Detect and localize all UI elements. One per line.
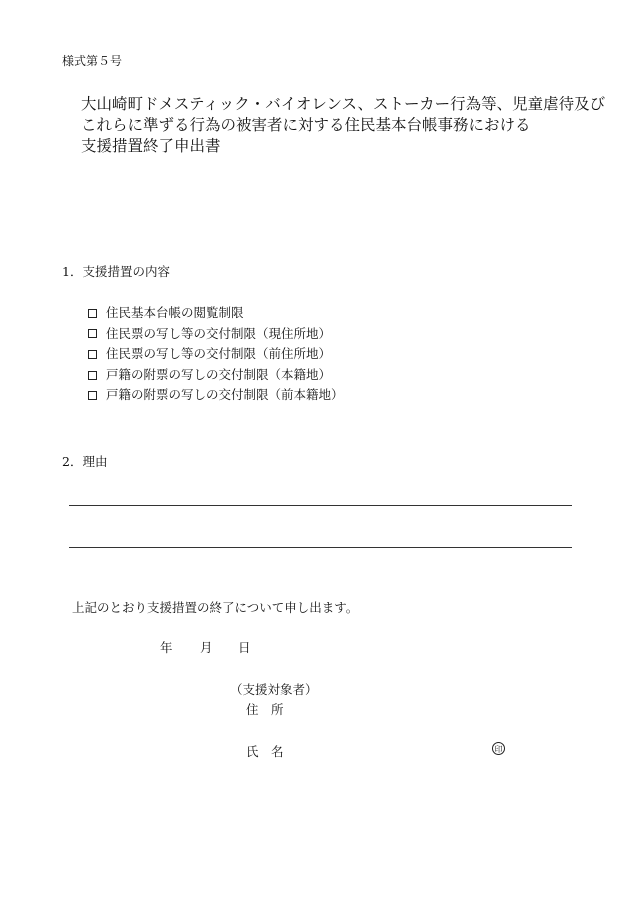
section-2-heading: 2．理由 — [62, 454, 108, 469]
declaration-statement: 上記のとおり支援措置の終了について申し出ます。 — [72, 600, 359, 615]
checkbox[interactable] — [88, 371, 97, 380]
date-day-label: 日 — [238, 640, 251, 655]
title-line-1: 大山崎町ドメスティック・バイオレンス、ストーカー行為等、児童虐待及び — [81, 95, 606, 113]
checklist-item-label: 戸籍の附票の写しの交付制限（前本籍地） — [106, 387, 344, 403]
checkbox[interactable] — [88, 309, 97, 318]
checklist-item-label: 住民票の写し等の交付制限（前住所地） — [106, 346, 332, 362]
checklist-item-label: 住民票の写し等の交付制限（現住所地） — [106, 325, 332, 341]
date-year-label: 年 — [160, 640, 173, 655]
checkbox[interactable] — [88, 329, 97, 338]
checklist-item-label: 戸籍の附票の写しの交付制限（本籍地） — [106, 366, 332, 382]
checklist-item-label: 住民基本台帳の閲覧制限 — [106, 305, 244, 320]
address-label: 住 所 — [246, 702, 284, 717]
applicant-label: （支援対象者） — [230, 682, 318, 697]
checklist-item[interactable] — [88, 303, 344, 324]
form-number: 様式第５号 — [62, 54, 123, 68]
title-line-2: これらに準ずる行為の被害者に対する住民基本台帳事務における — [81, 116, 531, 134]
name-label: 氏 名 — [246, 744, 284, 759]
checkbox[interactable] — [88, 391, 97, 400]
date-month-label: 月 — [200, 640, 213, 655]
document-title — [81, 94, 605, 157]
checklist-item[interactable] — [88, 324, 344, 345]
checkbox[interactable] — [88, 350, 97, 359]
section-1-heading: 1．支援措置の内容 — [62, 264, 170, 279]
reason-line-1[interactable] — [69, 505, 572, 506]
checklist-item[interactable] — [88, 344, 344, 365]
seal-mark: 印 — [492, 742, 505, 755]
checklist-item[interactable] — [88, 385, 344, 406]
support-measures-checklist — [88, 303, 344, 406]
checklist-item[interactable] — [88, 365, 344, 386]
reason-line-2[interactable] — [69, 547, 572, 548]
title-line-3: 支援措置終了申出書 — [81, 137, 221, 155]
